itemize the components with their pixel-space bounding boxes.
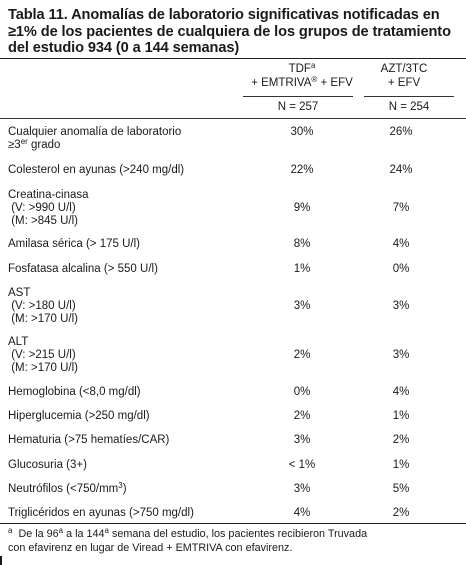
row-label bbox=[8, 287, 78, 326]
row-label-subtext: (M: >170 U/l) bbox=[11, 313, 78, 325]
cell-value: 3% bbox=[392, 349, 410, 361]
cell-value: 4% bbox=[392, 386, 410, 398]
registered-mark: ® bbox=[311, 74, 318, 84]
header-bottom-rule bbox=[0, 118, 466, 119]
table-title: Tabla 11. Anomalías de laboratorio significativas notificadas en ≥1% de los pacientes de cualquiera de los grupos de tratamiento del estudio 934 (0 a 144 semanas) bbox=[8, 7, 451, 56]
header-top-rule bbox=[0, 58, 466, 59]
cell-value: 1% bbox=[392, 459, 410, 471]
column-header-tdf-line2-end: + EFV bbox=[317, 76, 353, 89]
row-label: Triglicéridos en ayunas (>750 mg/dl) bbox=[8, 507, 194, 519]
column-header-azt-line2: + EFV bbox=[387, 76, 421, 89]
cell-value: 8% bbox=[293, 238, 311, 250]
column-header-tdf-line2: + EMTRIVA bbox=[251, 76, 312, 89]
sample-size-tdf: N = 257 bbox=[277, 101, 319, 113]
row-label bbox=[8, 126, 181, 152]
row-label-subtext: ≥3 bbox=[8, 139, 21, 151]
footnote bbox=[8, 527, 460, 555]
cell-value: 9% bbox=[293, 202, 311, 214]
cell-value: 2% bbox=[293, 410, 311, 422]
ordinal-superscript: a bbox=[104, 526, 109, 535]
cell-value: 4% bbox=[392, 238, 410, 250]
row-label: Hematuria (>75 hematíes/CAR) bbox=[8, 434, 170, 446]
column-header-tdf-line1: TDF bbox=[288, 63, 311, 75]
cell-value: 3% bbox=[293, 300, 311, 312]
column-rule-tdf bbox=[243, 96, 353, 97]
row-label: Fosfatasa alcalina (> 550 U/l) bbox=[8, 263, 158, 275]
row-label: Hemoglobina (<8,0 mg/dl) bbox=[8, 386, 141, 398]
row-label-subtext-end: grado bbox=[27, 139, 61, 151]
table-bottom-rule bbox=[0, 523, 466, 524]
footnote-text: a la 144 bbox=[63, 528, 105, 540]
cell-value: 1% bbox=[392, 410, 410, 422]
exponent-superscript: 3 bbox=[118, 481, 123, 490]
cell-value: 2% bbox=[293, 349, 311, 361]
cell-value: 3% bbox=[293, 483, 311, 495]
row-label-subtext: (V: >990 U/l) bbox=[11, 202, 76, 214]
column-rule-azt bbox=[364, 96, 454, 97]
cell-value: 7% bbox=[392, 202, 410, 214]
row-label-text: AST bbox=[8, 287, 31, 299]
row-label-text-end: ) bbox=[122, 483, 127, 495]
cell-value: 3% bbox=[392, 300, 410, 312]
cell-value: 2% bbox=[392, 434, 410, 446]
row-label bbox=[8, 336, 78, 375]
row-label-subtext: (M: >845 U/l) bbox=[11, 215, 78, 227]
footnote-text-line2: con efavirenz en lugar de Viread + EMTRIVA con efavirenz. bbox=[8, 542, 293, 554]
row-label: Glucosuria (3+) bbox=[8, 459, 87, 471]
row-label-subtext: (V: >215 U/l) bbox=[11, 349, 76, 361]
cell-value: 1% bbox=[293, 263, 311, 275]
footnote-marker: a bbox=[310, 61, 316, 70]
row-label: Hiperglucemia (>250 mg/dl) bbox=[8, 410, 150, 422]
row-label-text: Neutrófilos (<750/mm bbox=[8, 483, 119, 495]
row-label: Amilasa sérica (> 175 U/l) bbox=[8, 238, 140, 250]
row-label-text: ALT bbox=[8, 336, 29, 348]
ordinal-superscript: er bbox=[20, 137, 28, 146]
cell-value: 2% bbox=[392, 507, 410, 519]
ordinal-superscript: a bbox=[58, 526, 64, 535]
cell-value: 5% bbox=[392, 483, 410, 495]
cell-value: < 1% bbox=[288, 459, 316, 471]
row-label-text: Creatina-cinasa bbox=[8, 189, 89, 201]
column-header-tdf bbox=[237, 63, 367, 90]
cell-value: 4% bbox=[293, 507, 311, 519]
cell-value: 0% bbox=[392, 263, 410, 275]
cell-value: 26% bbox=[389, 126, 413, 138]
page-edge-mark bbox=[0, 556, 2, 565]
cell-value: 22% bbox=[290, 164, 314, 176]
row-label-subtext: (M: >170 U/l) bbox=[11, 362, 78, 374]
footnote-marker: a bbox=[8, 526, 13, 535]
row-label bbox=[8, 483, 127, 496]
row-label-text: Cualquier anomalía de laboratorio bbox=[8, 126, 182, 138]
row-label-subtext: (V: >180 U/l) bbox=[11, 300, 76, 312]
column-header-azt bbox=[356, 63, 452, 90]
cell-value: 3% bbox=[293, 434, 311, 446]
footnote-text: De la 96 bbox=[18, 528, 59, 540]
column-header-azt-line1: AZT/3TC bbox=[380, 63, 428, 75]
sample-size-azt: N = 254 bbox=[388, 101, 430, 113]
row-label bbox=[8, 189, 89, 228]
footnote-text: semana del estudio, los pacientes recibieron Truvada bbox=[109, 528, 368, 540]
cell-value: 24% bbox=[389, 164, 413, 176]
cell-value: 0% bbox=[293, 386, 311, 398]
row-label: Colesterol en ayunas (>240 mg/dl) bbox=[8, 164, 185, 176]
cell-value: 30% bbox=[290, 126, 314, 138]
